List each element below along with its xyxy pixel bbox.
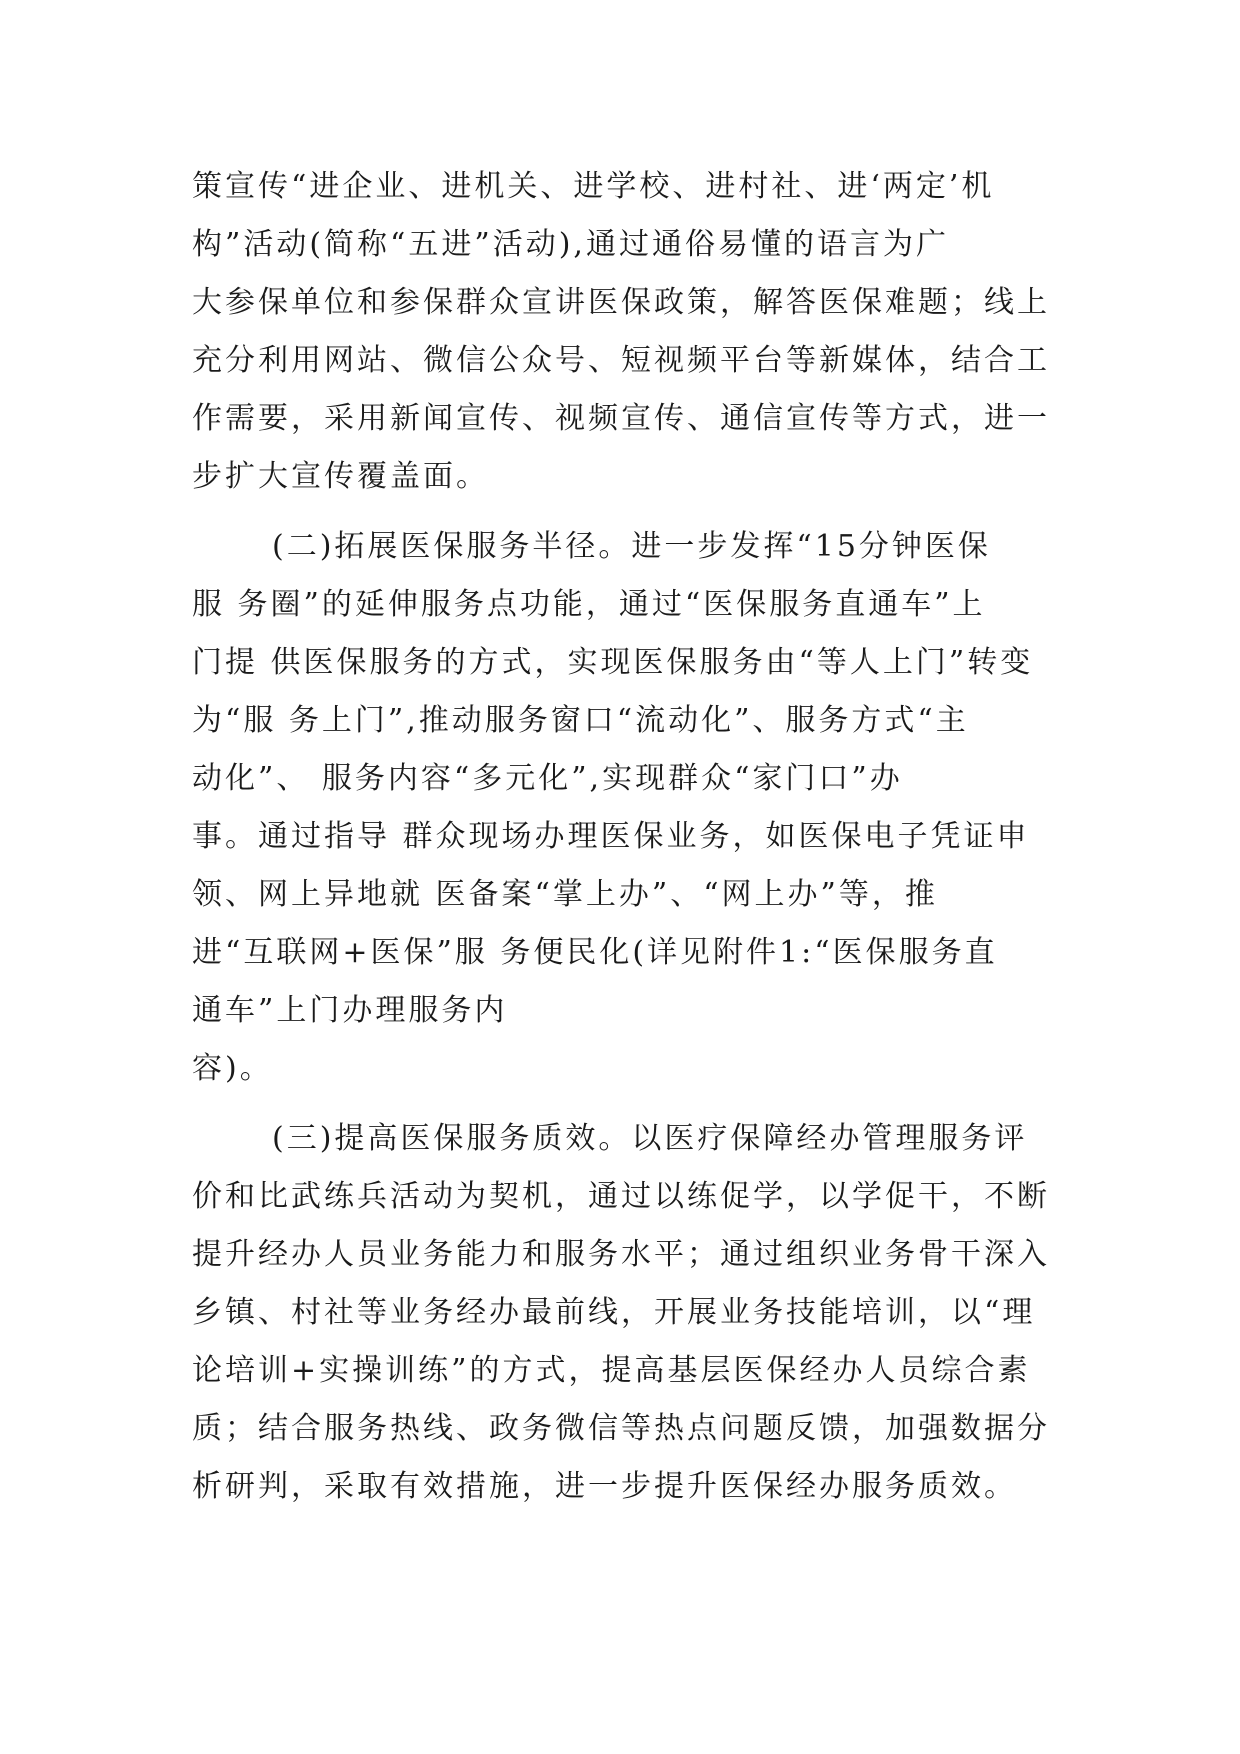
paragraph-service-radius — [192, 518, 1052, 1098]
text-line: 服 务圈”的延伸服务点功能，通过“医保服务直通车”上 — [192, 587, 986, 622]
text-line: 析研判，采取有效措施，进一步提升医保经办服务质效。 — [192, 1469, 1017, 1504]
text-line: 策宣传“进企业、进机关、进学校、进村社、进‘两定’机 — [192, 169, 995, 204]
text-line: 提升经办人员业务能力和服务水平；通过组织业务骨干深入 — [192, 1237, 1050, 1272]
text-line: 动化”、 服务内容“多元化”,实现群众“家门口”办 — [192, 761, 903, 796]
text-line: 作需要，采用新闻宣传、视频宣传、通信宣传等方式，进一 — [192, 401, 1050, 436]
text-line: (三)提高医保服务质效。以医疗保障经办管理服务评 — [272, 1121, 1028, 1156]
text-line: 通车”上门办理服务内 — [192, 993, 508, 1028]
paragraph-publicity — [192, 158, 1052, 506]
text-line: (二)拓展医保服务半径。进一步发挥“15分钟医保 — [272, 529, 991, 564]
text-line: 事。通过指导 群众现场办理医保业务，如医保电子凭证申 — [192, 819, 1030, 854]
text-line: 为“服 务上门”,推动服务窗口“流动化”、服务方式“主 — [192, 703, 969, 738]
text-line: 构”活动(简称“五进”活动),通过通俗易懂的语言为广 — [192, 227, 949, 262]
text-line: 价和比武练兵活动为契机，通过以练促学，以学促干，不断 — [192, 1179, 1050, 1214]
text-line: 进“互联网+医保”服 务便民化(详见附件1:“医保服务直 — [192, 935, 998, 970]
text-line: 大参保单位和参保群众宣讲医保政策，解答医保难题；线上 — [192, 285, 1050, 320]
text-line: 领、网上异地就 医备案“掌上办”、“网上办”等，推 — [192, 877, 938, 912]
text-line: 充分利用网站、微信公众号、短视频平台等新媒体，结合工 — [192, 343, 1050, 378]
text-line: 门提 供医保服务的方式，实现医保服务由“等人上门”转变 — [192, 645, 1034, 680]
text-line: 乡镇、村社等业务经办最前线，开展业务技能培训，以“理 — [192, 1295, 1036, 1330]
paragraph-service-quality — [192, 1110, 1052, 1516]
document-body — [192, 158, 1052, 1516]
text-line: 容)。 — [192, 1051, 273, 1086]
text-line: 质；结合服务热线、政务微信等热点问题反馈，加强数据分 — [192, 1411, 1050, 1446]
text-line: 论培训+实操训练”的方式，提高基层医保经办人员综合素 — [192, 1353, 1031, 1388]
text-line: 步扩大宣传覆盖面。 — [192, 459, 489, 494]
